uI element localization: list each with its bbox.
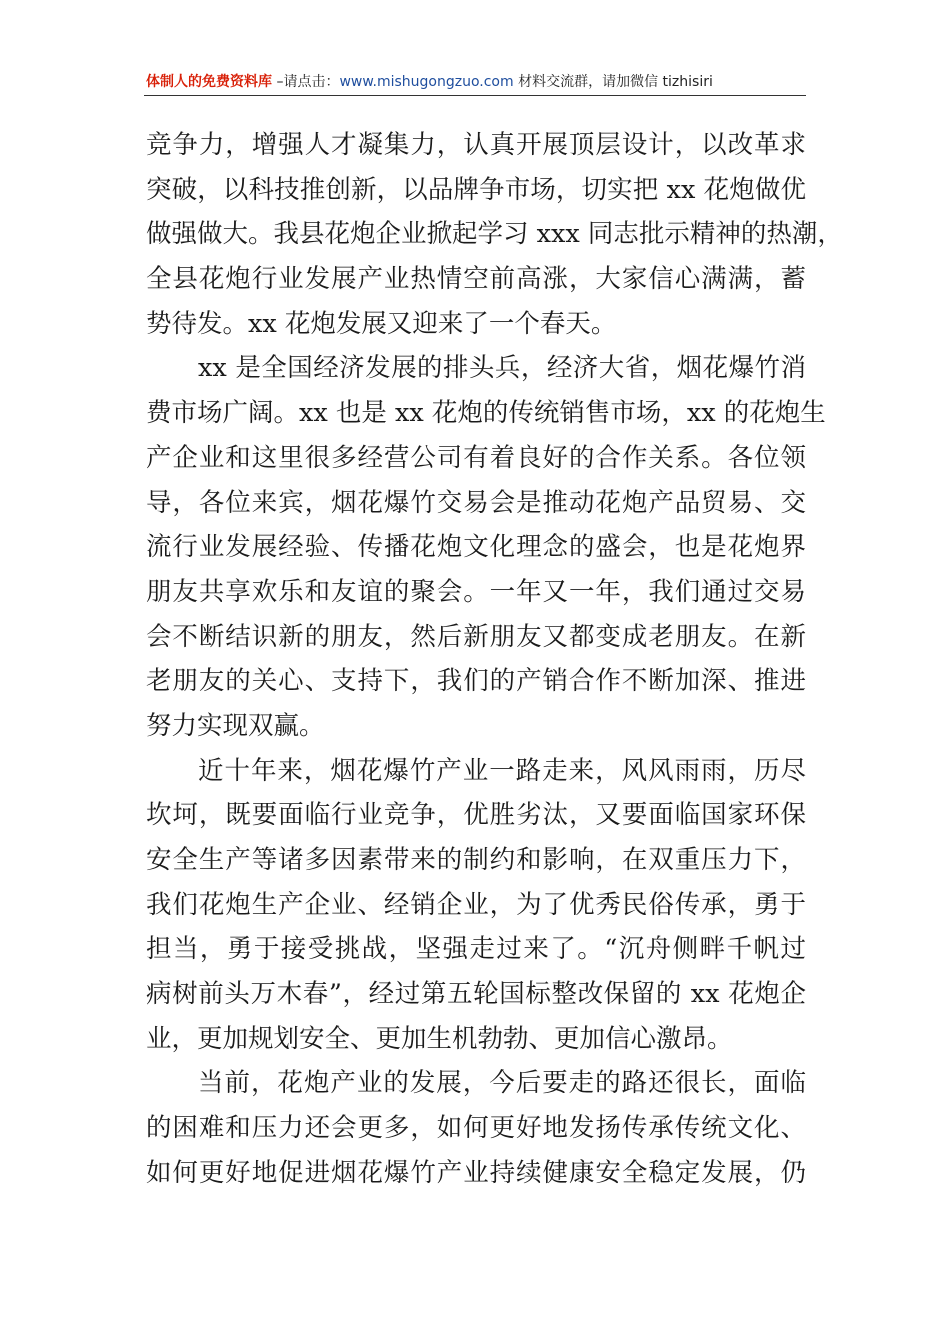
text-line: 产企业和这里很多经营公司有着良好的合作关系。各位领 (146, 442, 806, 473)
text-line: 势待发。xx 花炮发展又迎来了一个春天。 (146, 308, 617, 339)
text-line: 全县花炮行业发展产业热情空前高涨，大家信心满满，蓄 (146, 264, 806, 295)
header-prefix: –请点击： (272, 74, 340, 90)
text-line: 做强做大。我县花炮企业掀起学习 xxx 同志批示精神的热潮， (146, 219, 843, 250)
text-line: 突破，以科技推创新，以品牌争市场，切实把 xx 花炮做优 (146, 174, 806, 205)
text-line: 努力实现双赢。 (146, 710, 325, 741)
text-line: 竞争力，增强人才凝集力，认真开展顶层设计，以改革求 (146, 130, 806, 160)
header-suffix: 材料交流群，请加微信 tizhisiri (513, 74, 713, 90)
text-line: 病树前头万木春”，经过第五轮国标整改保留的 xx 花炮企 (146, 979, 806, 1010)
text-line: xx 是全国经济发展的排头兵，经济大省，烟花爆竹消 (198, 353, 806, 384)
text-line: 安全生产等诸多因素带来的制约和影响，在双重压力下， (146, 845, 806, 875)
text-line: 坎坷，既要面临行业竞争，优胜劣汰，又要面临国家环保 (146, 800, 806, 831)
text-line: 费市场广阔。xx 也是 xx 花炮的传统销售市场，xx 的花炮生 (146, 398, 826, 429)
text-line: 业，更加规划安全、更加生机勃勃、更加信心激昂。 (146, 1023, 733, 1054)
text-line: 当前，花炮产业的发展，今后要走的路还很长，面临 (198, 1068, 806, 1099)
text-line: 近十年来，烟花爆竹产业一路走来，风风雨雨，历尽 (198, 755, 806, 786)
text-line: 导，各位来宾，烟花爆竹交易会是推动花炮产品贸易、交 (146, 487, 806, 518)
document-body (146, 127, 843, 1200)
text-line: 会不断结识新的朋友，然后新朋友又都变成老朋友。在新 (146, 621, 806, 652)
text-line: 朋友共享欢乐和友谊的聚会。一年又一年，我们通过交易 (146, 576, 806, 607)
text-line: 的困难和压力还会更多，如何更好地发扬传承传统文化、 (146, 1113, 806, 1144)
text-line: 流行业发展经验、传播花炮文化理念的盛会，也是花炮界 (146, 532, 806, 563)
text-line: 如何更好地促进烟花爆竹产业持续健康安全稳定发展，仍 (146, 1157, 806, 1188)
header-link[interactable]: www.mishugongzuo.com (339, 74, 514, 90)
text-line: 担当，勇于接受挑战，坚强走过来了。“沉舟侧畔千帆过 (146, 934, 806, 965)
page-header (146, 70, 806, 94)
header-brand: 体制人的免费资料库 (146, 74, 272, 90)
text-line: 老朋友的关心、支持下，我们的产销合作不断加深、推进 (146, 666, 806, 697)
text-line: 我们花炮生产企业、经销企业，为了优秀民俗传承，勇于 (146, 889, 806, 920)
header-divider (144, 95, 806, 96)
